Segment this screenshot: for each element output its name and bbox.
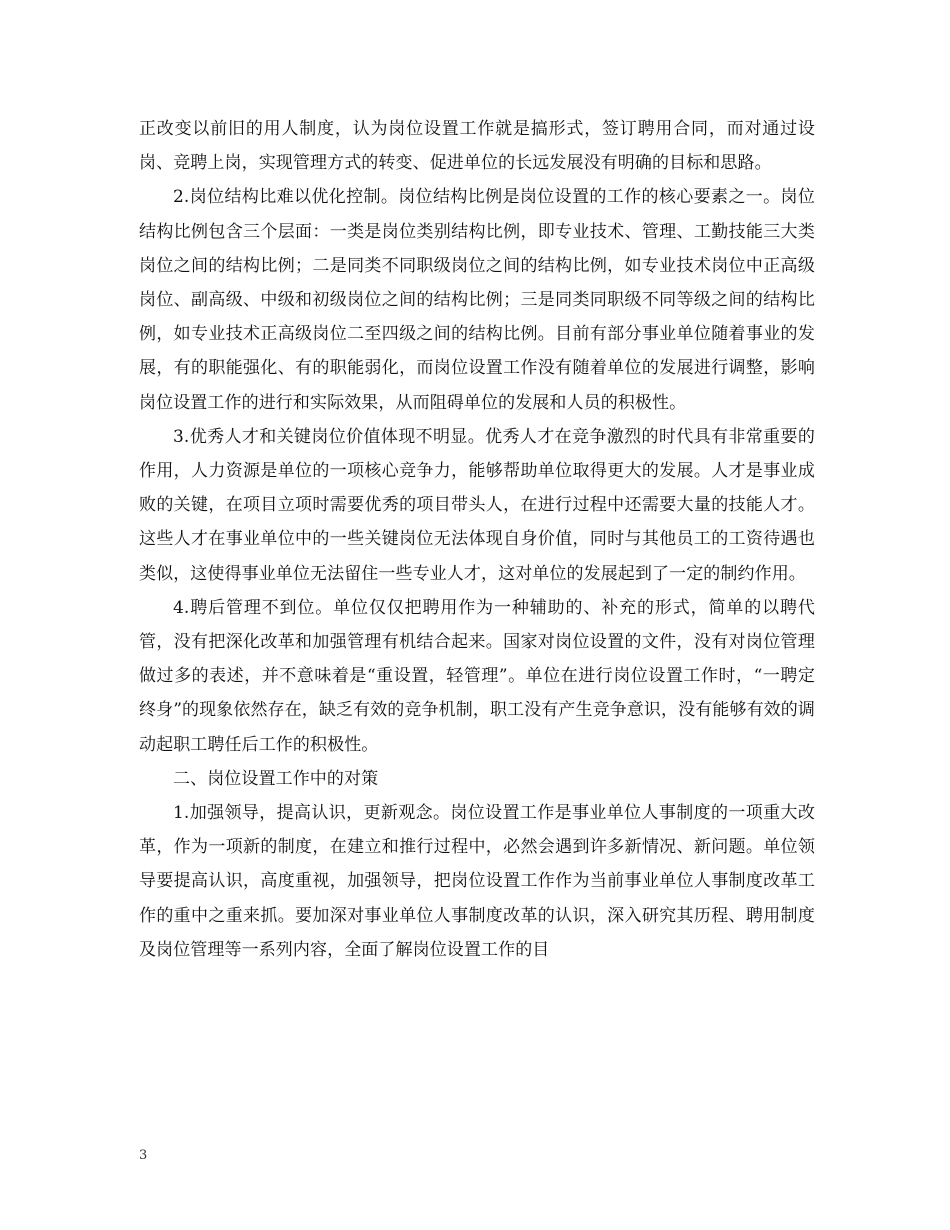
document-body [139, 112, 815, 967]
paragraph-continuation: 正改变以前旧的用人制度，认为岗位设置工作就是搞形式，签订聘用合同，而对通过设岗、竞聘上岗，实现管理方式的转变、促进单位的长远发展没有明确的目标和思路。 [139, 119, 815, 174]
paragraph-post-hire-management: 4.聘后管理不到位。单位仅仅把聘用作为一种辅助的、补充的形式，简单的以聘代管，没有把深化改革和加强管理有机结合起来。国家对岗位设置的文件，没有对岗位管理做过多的表述，并不意味着是“重设置，轻管理”。单位在进行岗位设置工作时，“一聘定终身”的现象依然存在，缺乏有效的竞争机制，职工没有产生竞争意识，没有能够有效的调动起职工聘任后工作的积极性。 [139, 597, 815, 755]
paragraph-post-structure-ratio: 2.岗位结构比难以优化控制。岗位结构比例是岗位设置的工作的核心要素之一。岗位结构比例包含三个层面：一类是岗位类别结构比例，即专业技术、管理、工勤技能三大类岗位之间的结构比例；二是同类不同职级岗位之间的结构比例，如专业技术岗位中正高级岗位、副高级、中级和初级岗位之间的结构比例；三是同类同职级不同等级之间的结构比例，如专业技术正高级岗位二至四级之间的结构比例。目前有部分事业单位随着事业的发展，有的职能强化、有的职能弱化，而岗位设置工作没有随着单位的发展进行调整，影响岗位设置工作的进行和实际效果，从而阻碍单位的发展和人员的积极性。 [139, 187, 815, 413]
section-heading-countermeasures: 二、岗位设置工作中的对策 [173, 768, 379, 789]
paragraph-talent-value: 3.优秀人才和关键岗位价值体现不明显。优秀人才在竞争激烈的时代具有非常重要的作用，人力资源是单位的一项核心竞争力，能够帮助单位取得更大的发展。人才是事业成败的关键，在项目立项时需要优秀的项目带头人，在进行过程中还需要大量的技能人才。这些人才在事业单位中的一些关键岗位无法体现自身价值，同时与其他员工的工资待遇也类似，这使得事业单位无法留住一些专业人才，这对单位的发展起到了一定的制约作用。 [139, 426, 815, 584]
paragraph-strengthen-leadership: 1.加强领导，提高认识，更新观念。岗位设置工作是事业单位人事制度的一项重大改革，作为一项新的制度，在建立和推行过程中，必然会遇到许多新情况、新问题。单位领导要提高认识，高度重视，加强领导，把岗位设置工作作为当前事业单位人事制度改革工作的重中之重来抓。要加深对事业单位人事制度改革的认识，深入研究其历程、聘用制度及岗位管理等一系列内容，全面了解岗位设置工作的目 [139, 803, 815, 960]
page-number: 3 [139, 1148, 148, 1163]
